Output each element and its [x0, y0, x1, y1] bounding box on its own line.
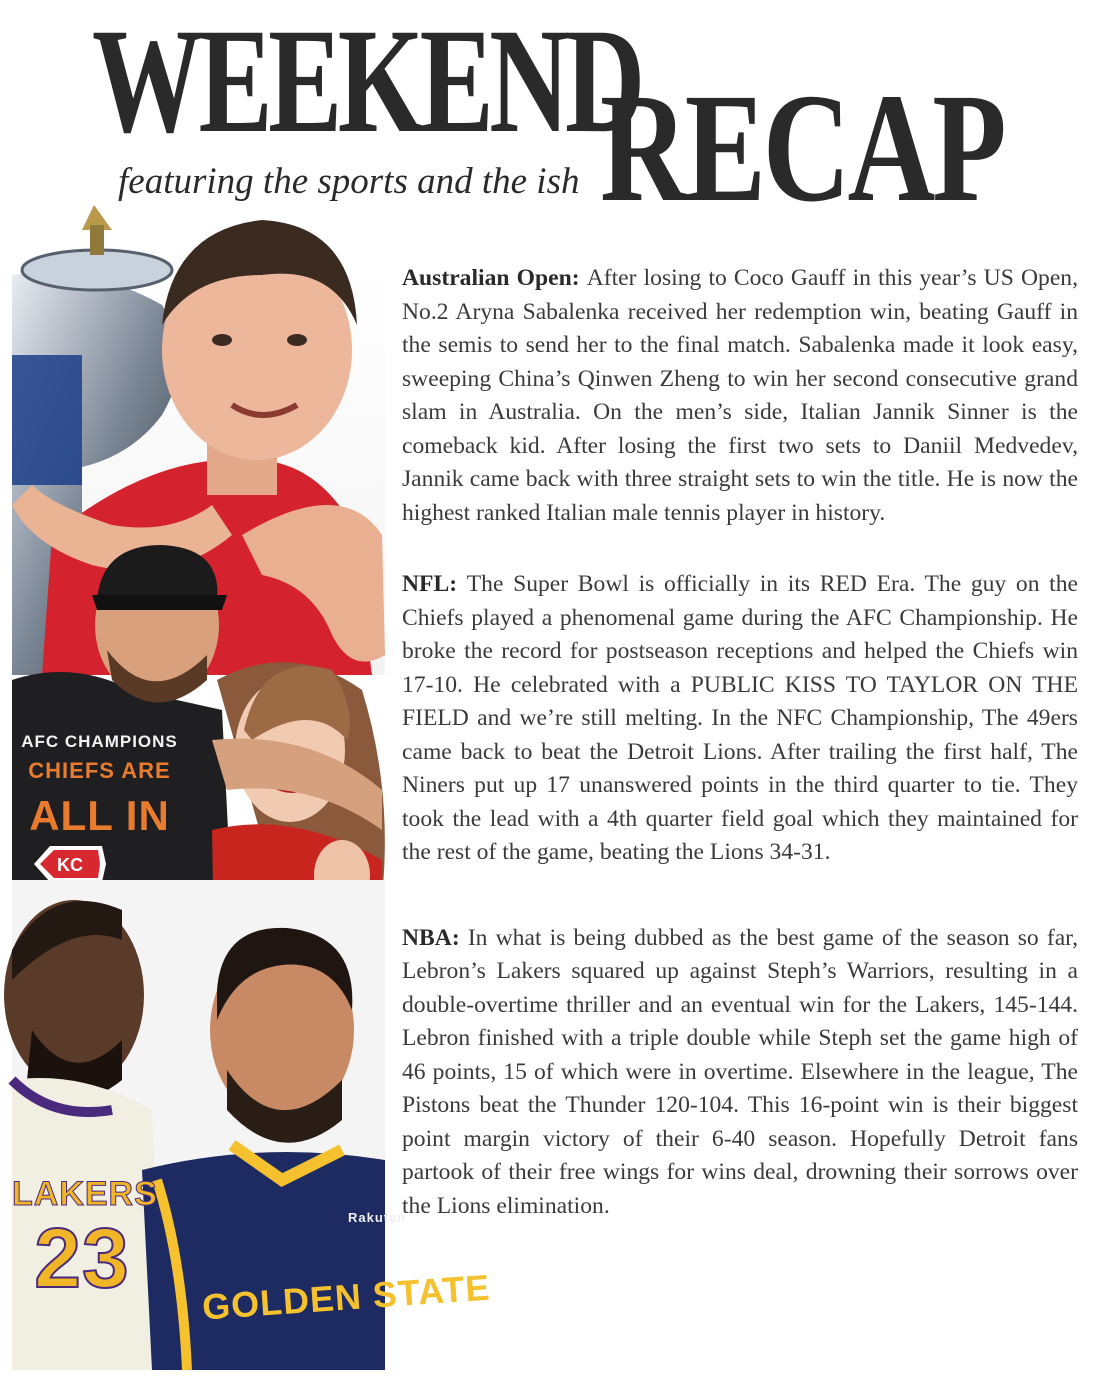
shirt-line-3: ALL IN	[29, 792, 170, 839]
section-nba	[402, 922, 1078, 1224]
section-label: Australian Open:	[402, 265, 587, 291]
shirt-line-2: CHIEFS ARE	[28, 758, 171, 783]
warriors-sponsor: Rakuten	[348, 1210, 407, 1225]
section-label: NBA:	[402, 924, 468, 951]
section-australian-open	[402, 262, 1078, 530]
section-text: In what is being dubbed as the best game of the season so far, Lebron’s Lakers squared up against Steph’s Warriors, resulting in a double-overtime thriller and an eventual win for the Lakers, 145-144. Lebron finished with a triple double while Steph set the game high of 46 points, 15 of which were in overtime. Elsewhere in the league, The Pistons beat the Thunder 120-104. This 16-point win is their biggest point margin victory of their 6-40 season. Hopefully Detroit fans partook of their free wings for wins deal, drowning their sorrows over the Lions elimination.	[402, 924, 1078, 1219]
section-text: The Super Bowl is officially in its RED Era. The guy on the Chiefs played a phenomenal game during the AFC Championship. He broke the record for postseason receptions and helped the Chiefs win 17-10. He celebrated with a PUBLIC KISS TO TAYLOR ON THE FIELD and we’re still melting. In the NFC Championship, The 49ers came back to beat the Detroit Lions. After trailing the first half, The Niners put up 17 unanswered points in the third quarter to tie. They took the lead with a 4th quarter field goal which they maintained for the rest of the game, beating the Lions 34-31.	[402, 571, 1079, 865]
title-weekend: WEEKEND	[92, 0, 641, 164]
section-text: After losing to Coco Gauff in this year’s US Open, No.2 Aryna Sabalenka received her redemption win, beating Gauff in the semis to send her to the final match. Sabalenka made it look easy, sweeping China’s Qinwen Zheng to win her second consecutive grand slam in Australia. On the men’s side, Italian Jannik Sinner is the comeback kid. After losing the first two sets to Daniil Medvedev, Jannik came back with three straight sets to win the title. He is now the highest ranked Italian male tennis player in history.	[402, 265, 1078, 526]
section-nfl	[402, 568, 1078, 870]
page-subtitle: featuring the sports and the ish	[118, 161, 580, 202]
shirt-line-1: AFC CHAMPIONS	[21, 732, 178, 751]
title-recap: RECAP	[600, 61, 1004, 234]
svg-text:KC: KC	[57, 855, 83, 875]
lakers-jersey-text: LAKERS	[12, 1175, 158, 1213]
section-label: NFL:	[402, 571, 467, 597]
article-body	[402, 262, 1078, 1261]
warriors-jersey-text: GOLDEN STATE	[200, 1266, 492, 1328]
lakers-jersey-number: 23	[34, 1211, 130, 1305]
